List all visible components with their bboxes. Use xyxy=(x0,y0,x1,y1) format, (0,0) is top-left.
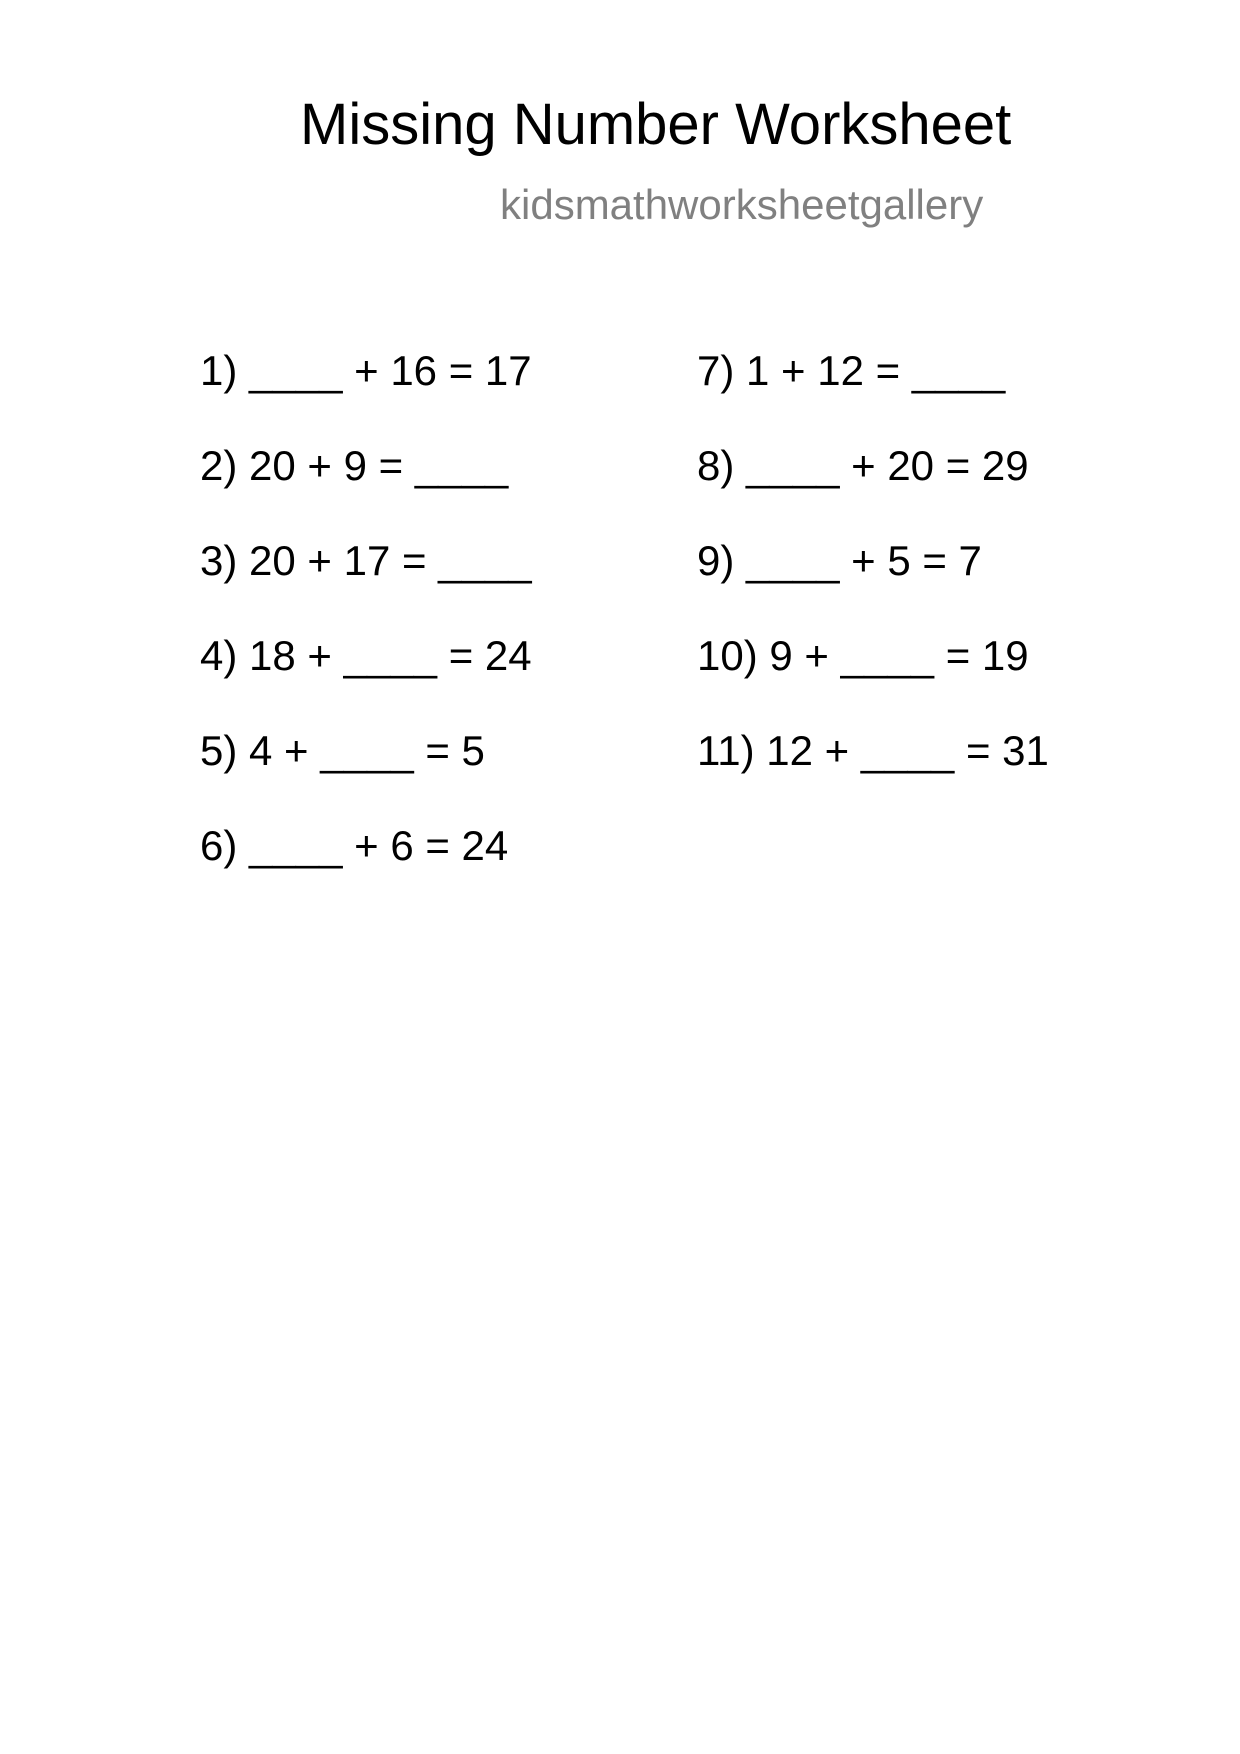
site-watermark: kidsmathworksheetgallery xyxy=(500,181,984,228)
problem-column-right xyxy=(697,347,1049,825)
problem-item: 11) 12 + ____ = 31 xyxy=(697,727,1049,774)
problem-item: 10) 9 + ____ = 19 xyxy=(697,632,1029,679)
problem-item: 2) 20 + 9 = ____ xyxy=(200,442,509,489)
problem-item: 9) ____ + 5 = 7 xyxy=(697,537,982,584)
problem-item: 5) 4 + ____ = 5 xyxy=(200,727,485,774)
problem-item: 6) ____ + 6 = 24 xyxy=(200,822,509,869)
problem-column-left xyxy=(200,347,532,920)
problem-item: 7) 1 + 12 = ____ xyxy=(697,347,1006,394)
problem-item: 8) ____ + 20 = 29 xyxy=(697,442,1029,489)
problem-item: 1) ____ + 16 = 17 xyxy=(200,347,532,394)
worksheet-title: Missing Number Worksheet xyxy=(300,92,1012,157)
problem-item: 3) 20 + 17 = ____ xyxy=(200,537,532,584)
problem-item: 4) 18 + ____ = 24 xyxy=(200,632,532,679)
